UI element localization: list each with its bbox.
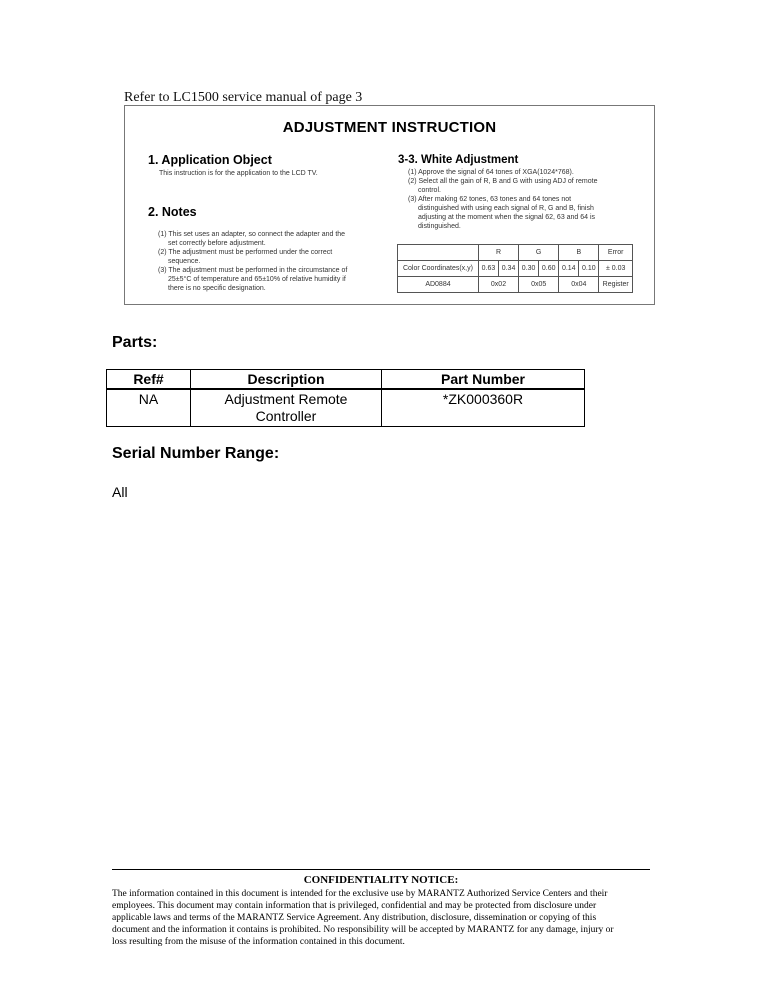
adjust-line: control. <box>418 187 441 194</box>
cell-description <box>191 389 382 427</box>
cell-ref: NA <box>107 389 191 427</box>
adjust-line: (1) Approve the signal of 64 tones of XGA(1024*768). <box>408 169 574 176</box>
note-line: there is no specific designation. <box>168 285 266 292</box>
note-line: sequence. <box>168 258 201 265</box>
table-row <box>398 245 633 261</box>
note-line: (3) The adjustment must be performed in the circumstance of <box>158 267 348 274</box>
adjust-line: distinguished. <box>418 223 461 230</box>
section-notes-heading: 2. Notes <box>148 205 197 219</box>
column-header-part-number: Part Number <box>382 370 585 390</box>
confidentiality-heading: CONFIDENTIALITY NOTICE: <box>303 874 459 886</box>
confidentiality-line: employees. This document may contain information that is privileged, confidential and may be protected from disclosure under <box>112 901 597 911</box>
table-row <box>107 389 585 427</box>
description-line: Controller <box>255 408 317 424</box>
note-line: (1) This set uses an adapter, so connect the adapter and the <box>158 231 346 238</box>
confidentiality-text <box>112 888 657 948</box>
adjust-line: adjusting at the moment when the signal 62, 63 and 64 is <box>418 214 596 221</box>
reference-note: Refer to LC1500 service manual of page 3 <box>124 90 363 105</box>
scan-title: ADJUSTMENT INSTRUCTION <box>282 119 497 136</box>
table-cell: 0x02 <box>478 277 518 293</box>
table-cell: G <box>519 245 559 261</box>
table-row <box>398 277 633 293</box>
white-adjustment-list <box>408 168 644 231</box>
table-cell: 0.60 <box>539 261 559 277</box>
parts-table <box>106 369 585 427</box>
table-cell: 0.10 <box>579 261 599 277</box>
table-cell: 0x05 <box>519 277 559 293</box>
adjustment-instruction-scan <box>124 105 655 305</box>
table-cell: Register <box>599 277 633 293</box>
table-cell: Error <box>599 245 633 261</box>
serial-number-range-value: All <box>112 484 128 500</box>
note-line: (2) The adjustment must be performed under the correct <box>158 249 333 256</box>
column-header-description: Description <box>191 370 382 390</box>
confidentiality-line: loss resulting from the misuse of the information contained in this document. <box>112 937 405 947</box>
table-header-row <box>107 370 585 390</box>
table-cell: R <box>478 245 518 261</box>
confidentiality-line: applicable laws and terms of the MARANTZ Service Agreement. Any distribution, disclosure, dissemination or copying of this <box>112 913 597 923</box>
serial-number-range-heading: Serial Number Range: <box>112 445 280 462</box>
footer-divider <box>112 869 650 870</box>
note-line: set correctly before adjustment. <box>168 240 266 247</box>
table-cell: 0.14 <box>559 261 579 277</box>
table-cell <box>398 245 479 261</box>
description-line: Adjustment Remote <box>224 391 348 407</box>
table-cell: B <box>559 245 599 261</box>
section-white-adjustment-heading: 3-3. White Adjustment <box>398 154 519 166</box>
table-cell: 0x04 <box>559 277 599 293</box>
white-balance-table <box>397 244 633 293</box>
confidentiality-line: The information contained in this document is intended for the exclusive use by MARANTZ Authorized Service Centers and their <box>112 889 608 899</box>
parts-heading: Parts: <box>112 334 158 351</box>
table-row <box>398 261 633 277</box>
notes-list <box>158 230 388 293</box>
table-cell: 0.63 <box>478 261 498 277</box>
section-application-heading: 1. Application Object <box>148 153 272 167</box>
table-cell: ± 0.03 <box>599 261 633 277</box>
cell-part-number: *ZK000360R <box>382 389 585 427</box>
section-application-text: This instruction is for the application to the LCD TV. <box>159 170 318 177</box>
table-cell: 0.34 <box>499 261 519 277</box>
table-cell: AD0884 <box>398 277 479 293</box>
confidentiality-line: document and the information it contains is prohibited. No responsibility will be accepted by MARANTZ for any damage, injury or <box>112 925 614 935</box>
note-line: 25±5°C of temperature and 65±10% of relative humidity if <box>168 276 346 283</box>
adjust-line: distinguished with using each signal of R, G and B, finish <box>418 205 594 212</box>
table-cell: Color Coordinates(x,y) <box>398 261 479 277</box>
adjust-line: (3) After making 62 tones, 63 tones and 64 tones not <box>408 196 572 203</box>
column-header-ref: Ref# <box>107 370 191 390</box>
table-cell: 0.30 <box>519 261 539 277</box>
adjust-line: (2) Select all the gain of R, B and G with using ADJ of remote <box>408 178 598 185</box>
